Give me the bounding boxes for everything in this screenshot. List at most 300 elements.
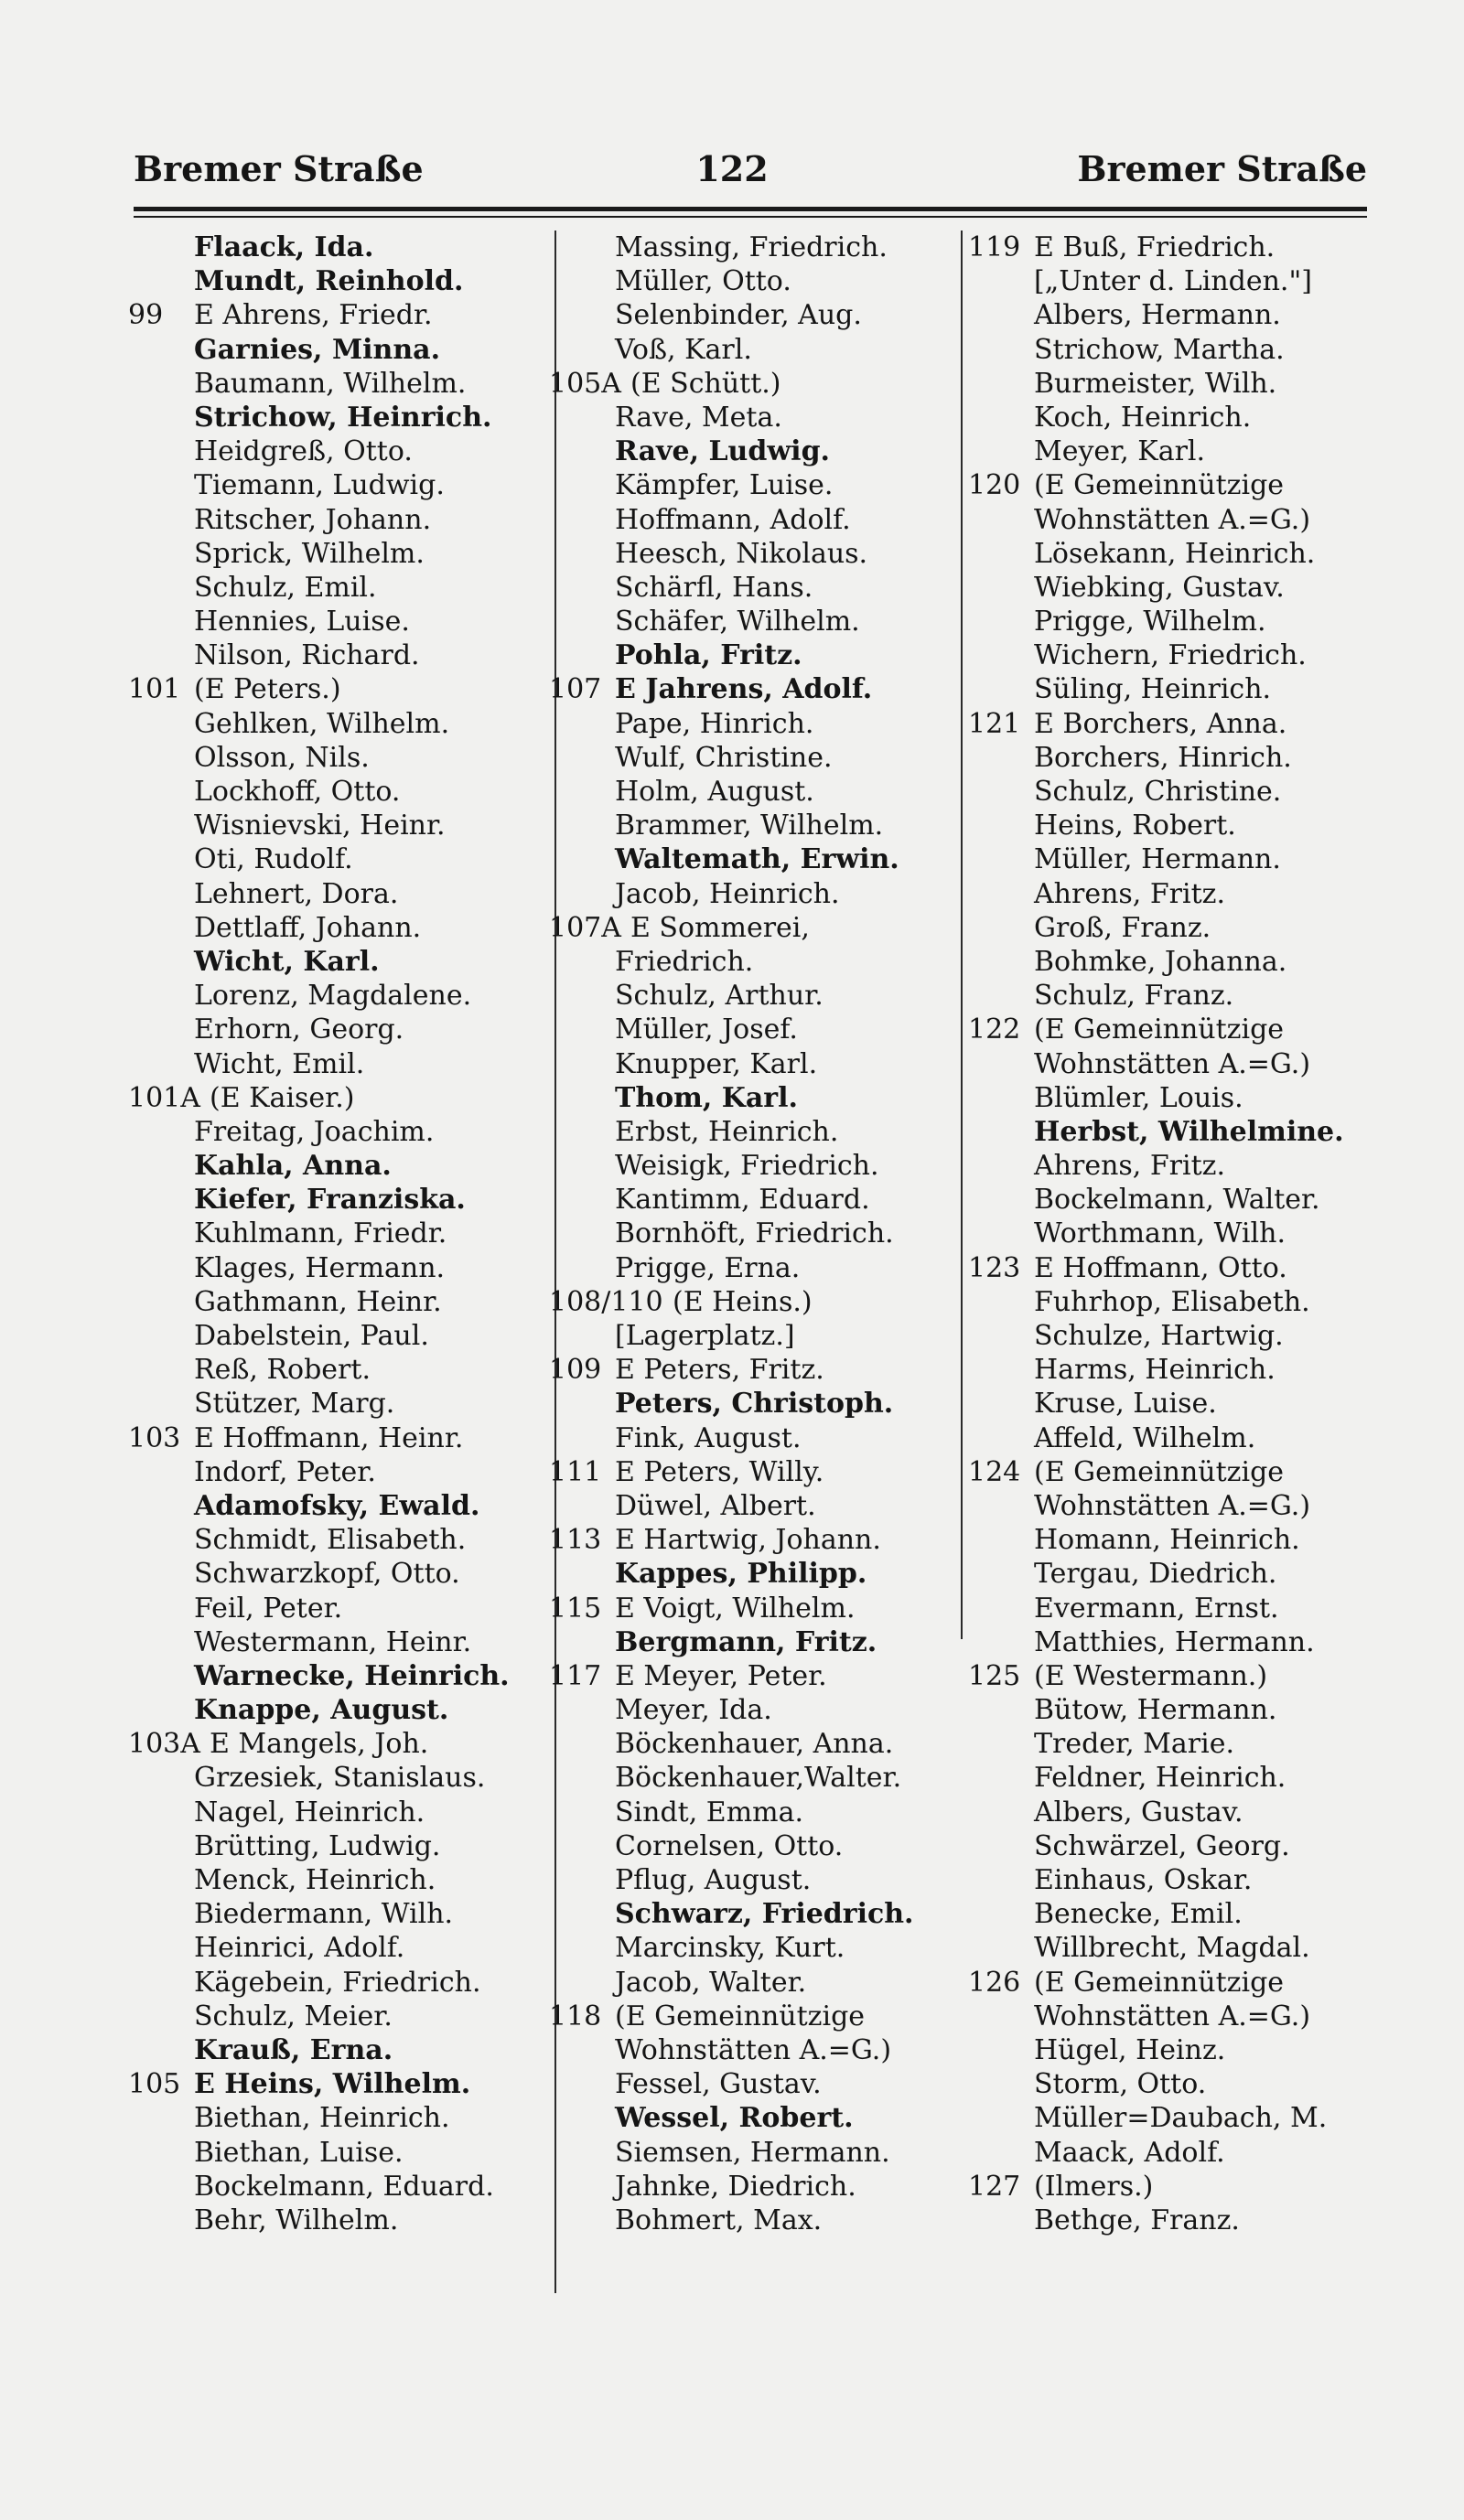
house-entry: (E Kaiser.) [210, 1081, 355, 1114]
house-entry: (Ilmers.) [1034, 2170, 1154, 2203]
house-entry: E Jahrens, Adolf. [615, 673, 873, 706]
directory-line [128, 468, 545, 502]
resident-name: Homann, Heinrich. [1034, 1524, 1300, 1557]
page-number: 122 [695, 148, 769, 189]
resident-name: Lorenz, Magdalene. [194, 980, 472, 1013]
house-entry: E Hoffmann, Heinr. [194, 1421, 464, 1454]
directory-line [128, 1966, 545, 2000]
resident-name: Burmeister, Wilh. [1034, 367, 1277, 400]
resident-name: Gehlken, Wilhelm. [194, 707, 450, 740]
directory-line [549, 1183, 963, 1217]
directory-line [128, 1523, 545, 1557]
house-entry: (E Schütt.) [630, 367, 781, 400]
directory-line [128, 1081, 545, 1115]
directory-line [128, 1796, 545, 1829]
resident-name: Wohnstätten A.=G.) [1034, 2000, 1311, 2032]
directory-line [549, 1115, 963, 1149]
house-number: 127 [968, 2170, 1021, 2203]
resident-name: Brütting, Ludwig. [194, 1829, 441, 1862]
house-entry: E Peters, Fritz. [615, 1354, 824, 1387]
resident-name: Strichow, Heinrich. [194, 401, 492, 434]
resident-name: Wessel, Robert. [615, 2102, 854, 2135]
house-number: 120 [968, 469, 1021, 502]
directory-line [128, 503, 545, 537]
house-number: 108/110 [549, 1285, 663, 1318]
directory-line [549, 2170, 963, 2204]
house-number: 103 [128, 1421, 181, 1454]
header-rule-thin [134, 216, 1367, 218]
directory-line [968, 1931, 1376, 1965]
resident-name: Kuhlmann, Friedr. [194, 1217, 447, 1250]
house-number: 101 [128, 673, 181, 706]
resident-name: Kantimm, Eduard. [615, 1184, 870, 1217]
resident-name: Wicht, Emil. [194, 1047, 365, 1080]
directory-line [549, 1796, 963, 1829]
directory-line [128, 571, 545, 605]
resident-name: Böckenhauer, Anna. [615, 1728, 894, 1761]
directory-line [549, 1285, 963, 1319]
resident-name: Schulze, Hartwig. [1034, 1320, 1284, 1352]
directory-line [549, 842, 963, 876]
directory-line [549, 1319, 963, 1353]
resident-name: Rave, Ludwig. [615, 435, 830, 468]
resident-name: Friedrich. [615, 945, 754, 978]
house-entry: E Voigt, Wilhelm. [615, 1592, 856, 1625]
directory-line [128, 1149, 545, 1183]
house-number: 117 [549, 1659, 602, 1692]
house-entry: E Sommerei, [630, 911, 810, 944]
directory-line [128, 1013, 545, 1046]
directory-line [549, 979, 963, 1013]
directory-line [128, 842, 545, 876]
directory-line [968, 571, 1376, 605]
resident-name: Marcinsky, Kurt. [615, 1932, 845, 1965]
resident-name: Tergau, Diedrich. [1034, 1558, 1277, 1591]
resident-name: Bockelmann, Walter. [1034, 1184, 1320, 1217]
resident-name: Rave, Meta. [615, 401, 782, 434]
resident-name: Thom, Karl. [615, 1081, 798, 1114]
resident-name: Prigge, Wilhelm. [1034, 606, 1266, 638]
directory-line [549, 2101, 963, 2135]
resident-name: Kämpfer, Luise. [615, 469, 834, 502]
directory-line [549, 1421, 963, 1455]
resident-name: Fuhrhop, Elisabeth. [1034, 1285, 1310, 1318]
resident-name: Feldner, Heinrich. [1034, 1762, 1286, 1795]
directory-line [549, 809, 963, 842]
directory-line [549, 1966, 963, 2000]
resident-name: Pape, Hinrich. [615, 707, 814, 740]
directory-line [968, 842, 1376, 876]
directory-line [968, 333, 1376, 367]
resident-name: Fessel, Gustav. [615, 2068, 822, 2101]
directory-line [549, 264, 963, 298]
resident-name: Westermann, Heinr. [194, 1625, 472, 1658]
directory-line [128, 537, 545, 571]
resident-name: Maack, Adolf. [1034, 2136, 1225, 2169]
house-number: 122 [968, 1013, 1021, 1046]
directory-line [128, 741, 545, 775]
resident-name: Bohmke, Johanna. [1034, 945, 1287, 978]
directory-line [968, 605, 1376, 638]
resident-name: Kägebein, Friedrich. [194, 1966, 481, 1999]
resident-name: Düwel, Albert. [615, 1489, 816, 1522]
directory-line [549, 468, 963, 502]
house-entry: (E Gemeinnützige [1034, 469, 1285, 502]
resident-name: Cornelsen, Otto. [615, 1829, 844, 1862]
directory-line [549, 434, 963, 468]
resident-name: Stützer, Marg. [194, 1388, 395, 1421]
directory-line [549, 1727, 963, 1761]
resident-name: Blümler, Louis. [1034, 1081, 1243, 1114]
resident-name: Nilson, Richard. [194, 639, 420, 672]
house-entry: E Heins, Wilhelm. [194, 2068, 471, 2101]
directory-line [968, 1251, 1376, 1285]
column-2 [549, 231, 963, 2237]
directory-line [968, 1693, 1376, 1727]
resident-name: Herbst, Wilhelmine. [1034, 1115, 1344, 1148]
directory-line [128, 1761, 545, 1795]
resident-name: Koch, Heinrich. [1034, 401, 1252, 434]
directory-line [128, 707, 545, 741]
directory-line [968, 1796, 1376, 1829]
directory-line [549, 1863, 963, 1897]
resident-name: Feil, Peter. [194, 1592, 343, 1625]
house-number: 113 [549, 1524, 602, 1557]
resident-name: Biethan, Luise. [194, 2136, 404, 2169]
resident-name: Hoffmann, Adolf. [615, 503, 851, 536]
resident-name: Massing, Friedrich. [615, 231, 888, 263]
directory-line [968, 1966, 1376, 2000]
directory-line [549, 571, 963, 605]
directory-line [968, 911, 1376, 945]
resident-name: Heins, Robert. [1034, 810, 1236, 842]
resident-name: Heesch, Nikolaus. [615, 537, 868, 570]
directory-line [968, 707, 1376, 741]
house-number: 123 [968, 1251, 1021, 1284]
house-number: 109 [549, 1354, 602, 1387]
directory-line [128, 2136, 545, 2170]
directory-line [549, 1693, 963, 1727]
directory-line [128, 877, 545, 911]
directory-line [549, 298, 963, 332]
resident-name: Müller=Daubach, M. [1034, 2102, 1328, 2135]
header-rule-thick [134, 207, 1367, 211]
house-entry: E Peters, Willy. [615, 1455, 824, 1488]
house-entry: (E Gemeinnützige [1034, 1455, 1285, 1488]
directory-line [968, 979, 1376, 1013]
directory-line [968, 2170, 1376, 2204]
directory-line [128, 1693, 545, 1727]
resident-name: Nagel, Heinrich. [194, 1796, 425, 1828]
resident-name: Warnecke, Heinrich. [194, 1659, 510, 1692]
resident-name: Erhorn, Georg. [194, 1013, 404, 1046]
resident-name: Heinrici, Adolf. [194, 1932, 405, 1965]
directory-line [128, 1863, 545, 1897]
directory-line [549, 1455, 963, 1489]
directory-line [968, 1047, 1376, 1081]
directory-line [968, 2067, 1376, 2101]
directory-line [968, 2136, 1376, 2170]
house-entry: (E Heins.) [673, 1285, 813, 1318]
directory-line [968, 231, 1376, 264]
resident-name: Peters, Christoph. [615, 1388, 894, 1421]
house-entry: E Ahrens, Friedr. [194, 299, 433, 332]
resident-name: Sindt, Emma. [615, 1796, 804, 1828]
directory-line [128, 434, 545, 468]
resident-name: Schulz, Christine. [1034, 776, 1282, 808]
house-number: 118 [549, 2000, 602, 2032]
directory-line [968, 1557, 1376, 1591]
directory-line [128, 2000, 545, 2033]
directory-line [968, 1592, 1376, 1625]
running-head-right: Bremer Straße [1077, 148, 1367, 189]
directory-line [968, 2204, 1376, 2237]
directory-line [128, 1592, 545, 1625]
house-entry: (E Gemeinnützige [615, 2000, 866, 2032]
directory-line [968, 1829, 1376, 1863]
column-1 [128, 231, 545, 2237]
directory-line [128, 298, 545, 332]
directory-line [128, 1047, 545, 1081]
resident-name: Reß, Robert. [194, 1354, 371, 1387]
directory-line [968, 434, 1376, 468]
house-number: 107A [549, 911, 621, 944]
directory-line [968, 367, 1376, 401]
directory-line [549, 1387, 963, 1421]
resident-name: Heidgreß, Otto. [194, 435, 413, 468]
resident-name: Knupper, Karl. [615, 1047, 818, 1080]
directory-line [968, 877, 1376, 911]
resident-name: Hügel, Heinz. [1034, 2033, 1226, 2066]
directory-line [549, 2204, 963, 2237]
resident-name: Einhaus, Oskar. [1034, 1864, 1253, 1896]
resident-name: Matthies, Hermann. [1034, 1625, 1315, 1658]
house-number: 105A [549, 367, 621, 400]
resident-name: Dabelstein, Paul. [194, 1320, 429, 1352]
house-entry: E Meyer, Peter. [615, 1659, 827, 1692]
resident-name: Kahla, Anna. [194, 1150, 392, 1183]
directory-line [128, 1217, 545, 1250]
resident-name: Kruse, Luise. [1034, 1388, 1217, 1421]
directory-line [968, 1489, 1376, 1523]
resident-name: Olsson, Nils. [194, 741, 370, 774]
resident-name: Freitag, Joachim. [194, 1115, 435, 1148]
house-entry: E Borchers, Anna. [1034, 707, 1287, 740]
directory-line [128, 1625, 545, 1659]
resident-name: Flaack, Ida. [194, 231, 374, 263]
resident-name: Weisigk, Friedrich. [615, 1150, 879, 1183]
directory-line [968, 1183, 1376, 1217]
directory-line [968, 1659, 1376, 1693]
resident-name: Siemsen, Hermann. [615, 2136, 890, 2169]
resident-name: Ritscher, Johann. [194, 503, 432, 536]
directory-line [549, 877, 963, 911]
resident-name: Tiemann, Ludwig. [194, 469, 445, 502]
resident-name: Meyer, Ida. [615, 1694, 772, 1727]
house-number: 111 [549, 1455, 602, 1488]
directory-line [968, 1863, 1376, 1897]
directory-line [549, 1625, 963, 1659]
directory-line [968, 503, 1376, 537]
directory-line [968, 264, 1376, 298]
column-3 [968, 231, 1376, 2237]
directory-line [128, 367, 545, 401]
resident-name: Pohla, Fritz. [615, 639, 802, 672]
directory-line [128, 2204, 545, 2237]
house-number: 119 [968, 231, 1021, 263]
house-entry: (E Westermann.) [1034, 1659, 1268, 1692]
directory-line [549, 333, 963, 367]
house-number: 115 [549, 1592, 602, 1625]
resident-name: Krauß, Erna. [194, 2033, 393, 2066]
resident-name: Gathmann, Heinr. [194, 1285, 442, 1318]
resident-name: Bethge, Franz. [1034, 2204, 1240, 2236]
directory-line [128, 1455, 545, 1489]
directory-line [968, 672, 1376, 706]
resident-name: Behr, Wilhelm. [194, 2204, 399, 2236]
resident-name: Wiebking, Gustav. [1034, 571, 1285, 604]
directory-line [968, 2033, 1376, 2067]
resident-name: Wohnstätten A.=G.) [615, 2033, 892, 2066]
directory-line [128, 1897, 545, 1931]
directory-line [549, 1353, 963, 1387]
directory-line [968, 1081, 1376, 1115]
directory-line [968, 638, 1376, 672]
directory-line [968, 1013, 1376, 1046]
resident-name: Oti, Rudolf. [194, 843, 353, 876]
resident-name: Erbst, Heinrich. [615, 1115, 839, 1148]
directory-line [968, 1455, 1376, 1489]
resident-name: Jacob, Walter. [615, 1966, 807, 1999]
directory-line [128, 1285, 545, 1319]
directory-line [549, 1897, 963, 1931]
directory-line [128, 1659, 545, 1693]
directory-line [549, 1829, 963, 1863]
resident-name: Indorf, Peter. [194, 1455, 376, 1488]
resident-name: Böckenhauer,Walter. [615, 1762, 902, 1795]
house-entry: E Buß, Friedrich. [1034, 231, 1276, 263]
directory-line [128, 911, 545, 945]
resident-name: Wohnstätten A.=G.) [1034, 503, 1311, 536]
resident-name: Voß, Karl. [615, 333, 752, 366]
resident-name: Grzesiek, Stanislaus. [194, 1762, 486, 1795]
house-entry: E Hoffmann, Otto. [1034, 1251, 1287, 1284]
directory-line [128, 1829, 545, 1863]
directory-line [968, 1421, 1376, 1455]
resident-name: Benecke, Emil. [1034, 1898, 1243, 1931]
resident-name: Knappe, August. [194, 1694, 449, 1727]
house-entry: (E Gemeinnützige [1034, 1966, 1285, 1999]
resident-name: Wohnstätten A.=G.) [1034, 1047, 1311, 1080]
directory-line [968, 1149, 1376, 1183]
resident-name: Klages, Hermann. [194, 1251, 446, 1284]
resident-name: Worthmann, Wilh. [1034, 1217, 1286, 1250]
resident-name: Fink, August. [615, 1421, 802, 1454]
directory-line [549, 1013, 963, 1046]
directory-line [968, 1727, 1376, 1761]
directory-line [549, 537, 963, 571]
resident-name: Borchers, Hinrich. [1034, 741, 1292, 774]
directory-line [128, 264, 545, 298]
directory-line [128, 1489, 545, 1523]
house-number: 124 [968, 1455, 1021, 1488]
resident-name: Kiefer, Franziska. [194, 1184, 466, 1217]
directory-line [549, 503, 963, 537]
directory-line [549, 1659, 963, 1693]
directory-line [549, 1592, 963, 1625]
directory-line [549, 911, 963, 945]
directory-line [128, 1727, 545, 1761]
resident-name: Bornhöft, Friedrich. [615, 1217, 894, 1250]
resident-name: Ahrens, Fritz. [1034, 1150, 1226, 1183]
resident-name: Meyer, Karl. [1034, 435, 1206, 468]
resident-name: [Lagerplatz.] [615, 1320, 795, 1352]
house-number: 99 [128, 299, 164, 332]
directory-line [549, 367, 963, 401]
house-number: 107 [549, 673, 602, 706]
directory-line [549, 1047, 963, 1081]
directory-line [968, 1523, 1376, 1557]
directory-line [128, 1115, 545, 1149]
directory-line [128, 605, 545, 638]
resident-name: Bockelmann, Eduard. [194, 2170, 494, 2203]
resident-name: Schwarzkopf, Otto. [194, 1558, 460, 1591]
directory-line [549, 1489, 963, 1523]
directory-line [968, 1285, 1376, 1319]
resident-name: Lehnert, Dora. [194, 877, 399, 910]
resident-name: [„Unter d. Linden."] [1034, 265, 1312, 298]
directory-line [549, 2067, 963, 2101]
resident-name: Süling, Heinrich. [1034, 673, 1272, 706]
resident-name: Wichern, Friedrich. [1034, 639, 1307, 672]
resident-name: Albers, Gustav. [1034, 1796, 1243, 1828]
directory-line [128, 775, 545, 809]
resident-name: Müller, Otto. [615, 265, 791, 298]
directory-line [968, 741, 1376, 775]
house-number: 101A [128, 1081, 200, 1114]
resident-name: Kappes, Philipp. [615, 1558, 867, 1591]
house-number: 105 [128, 2068, 181, 2101]
directory-line [968, 401, 1376, 434]
resident-name: Willbrecht, Magdal. [1034, 1932, 1310, 1965]
directory-line [128, 401, 545, 434]
resident-name: Albers, Hermann. [1034, 299, 1281, 332]
house-number: 121 [968, 707, 1021, 740]
directory-line [968, 775, 1376, 809]
directory-line [549, 672, 963, 706]
resident-name: Schäfer, Wilhelm. [615, 606, 860, 638]
house-entry: (E Gemeinnützige [1034, 1013, 1285, 1046]
resident-name: Menck, Heinrich. [194, 1864, 436, 1896]
directory-line [549, 401, 963, 434]
resident-name: Dettlaff, Johann. [194, 911, 422, 944]
resident-name: Wicht, Karl. [194, 945, 380, 978]
resident-name: Bergmann, Fritz. [615, 1625, 877, 1658]
directory-line [549, 1081, 963, 1115]
directory-line [128, 1353, 545, 1387]
resident-name: Affeld, Wilhelm. [1034, 1421, 1256, 1454]
resident-name: Müller, Hermann. [1034, 843, 1281, 876]
resident-name: Holm, August. [615, 776, 814, 808]
directory-line [549, 775, 963, 809]
resident-name: Wisnievski, Heinr. [194, 810, 446, 842]
directory-line [549, 1761, 963, 1795]
directory-line [549, 1523, 963, 1557]
directory-line [968, 809, 1376, 842]
directory-line [549, 605, 963, 638]
resident-name: Lösekann, Heinrich. [1034, 537, 1316, 570]
resident-name: Prigge, Erna. [615, 1251, 801, 1284]
